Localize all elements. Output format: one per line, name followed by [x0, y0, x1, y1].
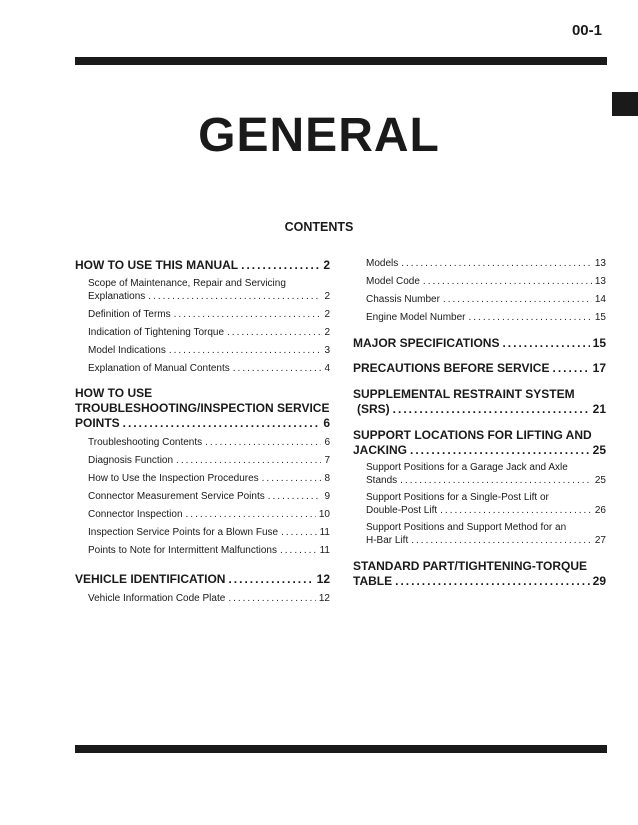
toc-section-label-line2: TROUBLESHOOTING/INSPECTION SERVICE [75, 401, 330, 415]
toc-section-precautions[interactable] [353, 361, 606, 376]
toc-section-label-line1: HOW TO USE [75, 386, 153, 400]
toc-item-h-bar-lift[interactable] [353, 521, 606, 547]
toc-item-label: Points to Note for Intermittent Malfunctions [88, 545, 277, 556]
toc-item-label: Troubleshooting Contents [88, 437, 203, 448]
toc-section-label-line1: SUPPORT LOCATIONS FOR LIFTING AND [353, 428, 592, 442]
toc-page: 25 [592, 443, 606, 457]
toc-item-engine-model-number[interactable] [353, 311, 606, 324]
toc-page: 21 [592, 402, 606, 416]
toc-page: 13 [594, 258, 606, 269]
toc-page: 13 [594, 276, 606, 287]
toc-page: 10 [318, 509, 330, 520]
dot-leader [227, 326, 321, 339]
toc-page: 6 [323, 416, 330, 430]
page-number: 00-1 [571, 22, 602, 39]
dot-leader [443, 293, 592, 306]
toc-item-label-line1: Support Positions for a Single-Post Lift or [366, 492, 549, 503]
toc-section-label: VEHICLE IDENTIFICATION [75, 572, 226, 586]
toc-page: 11 [319, 545, 330, 556]
page-title: GENERAL [198, 109, 440, 162]
toc-item-intermittent-malfunctions[interactable] [75, 544, 330, 557]
toc-page: 2 [324, 327, 330, 338]
toc-page: 15 [594, 312, 606, 323]
toc-item-vehicle-info-code-plate[interactable] [75, 592, 330, 605]
toc-item-label: Indication of Tightening Torque [88, 327, 225, 338]
toc-item-model-indications[interactable] [75, 344, 330, 357]
toc-page: 3 [324, 345, 330, 356]
toc-section-vehicle-identification[interactable] [75, 572, 330, 587]
toc-item-model-code[interactable] [353, 275, 606, 288]
toc-page: 9 [324, 491, 330, 502]
toc-item-troubleshooting-contents[interactable] [75, 436, 330, 449]
dot-leader [123, 416, 321, 431]
toc-item-label-line2: Stands [366, 475, 398, 486]
toc-item-connector-measurement[interactable] [75, 490, 330, 503]
dot-leader [395, 574, 590, 589]
toc-item-diagnosis-function[interactable] [75, 454, 330, 467]
toc-page: 15 [592, 336, 606, 350]
toc-page: 2 [324, 309, 330, 320]
dot-leader [552, 361, 589, 376]
toc-page: 27 [594, 535, 606, 546]
dot-leader [440, 504, 592, 517]
dot-leader [469, 311, 592, 324]
dot-leader [205, 436, 321, 449]
toc-section-label-line1: SUPPLEMENTAL RESTRAINT SYSTEM [353, 387, 575, 401]
toc-page: 14 [594, 294, 606, 305]
toc-page: 12 [316, 572, 330, 586]
dot-leader [228, 592, 316, 605]
header-rule [75, 57, 607, 65]
toc-item-label-line2: H-Bar Lift [366, 535, 409, 546]
toc-page: 12 [318, 593, 330, 604]
toc-item-tightening-torque[interactable] [75, 326, 330, 339]
dot-leader [241, 258, 320, 273]
toc-item-inspection-procedures[interactable] [75, 472, 330, 485]
toc-item-label: Definition of Terms [88, 309, 171, 320]
toc-page: 25 [594, 475, 606, 486]
contents-heading: CONTENTS [284, 220, 354, 234]
dot-leader [228, 572, 313, 587]
toc-page: 11 [319, 527, 330, 538]
toc-section-lifting-jacking[interactable] [353, 428, 606, 458]
toc-item-label-line1: Support Positions for a Garage Jack and Axle [366, 462, 568, 473]
toc-page: 17 [592, 361, 606, 375]
dot-leader [268, 490, 322, 503]
toc-item-label: Connector Measurement Service Points [88, 491, 265, 502]
toc-item-label: Models [366, 258, 399, 269]
toc-page: 8 [324, 473, 330, 484]
toc-section-label-line2: (SRS) [357, 402, 390, 416]
toc-item-label: How to Use the Inspection Procedures [88, 473, 259, 484]
toc-section-label-line2: JACKING [353, 443, 408, 457]
dot-leader [186, 508, 316, 521]
toc-section-torque-table[interactable] [353, 559, 606, 589]
toc-item-single-post-lift[interactable] [353, 491, 606, 517]
toc-page: 2 [324, 291, 330, 302]
dot-leader [393, 402, 590, 417]
dot-leader [502, 336, 589, 351]
toc-item-blown-fuse[interactable] [75, 526, 330, 539]
toc-item-label-line2: Double-Post Lift [366, 505, 438, 516]
toc-item-definition-of-terms[interactable] [75, 308, 330, 321]
toc-item-label: Model Code [366, 276, 420, 287]
toc-section-label-line1: STANDARD PART/TIGHTENING-TORQUE [353, 559, 587, 573]
toc-item-label: Inspection Service Points for a Blown Fuse [88, 527, 279, 538]
toc-page: 29 [592, 574, 606, 588]
dot-leader [411, 534, 592, 547]
toc-item-label: Connector Inspection [88, 509, 183, 520]
toc-section-label-line3: POINTS [75, 416, 120, 430]
toc-item-label-line1: Scope of Maintenance, Repair and Servicing [88, 278, 286, 289]
toc-page: 4 [324, 363, 330, 374]
toc-item-label: Explanation of Manual Contents [88, 363, 230, 374]
dot-leader [148, 290, 321, 303]
toc-section-label: MAJOR SPECIFICATIONS [353, 336, 500, 350]
dot-leader [423, 275, 592, 288]
dot-leader [401, 257, 592, 270]
toc-section-label-line2: TABLE [353, 574, 393, 588]
toc-item-label: Vehicle Information Code Plate [88, 593, 226, 604]
toc-section-srs[interactable] [353, 387, 606, 417]
toc-section-how-to-use[interactable] [75, 258, 330, 273]
contents-left-column [75, 254, 330, 605]
dot-leader [176, 454, 321, 467]
dot-leader [410, 443, 590, 458]
toc-item-scope[interactable] [75, 277, 330, 303]
dot-leader [280, 544, 317, 557]
dot-leader [262, 472, 322, 485]
dot-leader [400, 474, 592, 487]
toc-item-label: Diagnosis Function [88, 455, 174, 466]
toc-item-connector-inspection[interactable] [75, 508, 330, 521]
toc-page: 26 [594, 505, 606, 516]
toc-section-label: PRECAUTIONS BEFORE SERVICE [353, 361, 550, 375]
contents-right-column [353, 254, 606, 589]
toc-page: 7 [324, 455, 330, 466]
toc-item-chassis-number[interactable] [353, 293, 606, 306]
dot-leader [169, 344, 322, 357]
toc-section-troubleshooting[interactable] [75, 386, 330, 431]
footer-rule [75, 745, 607, 753]
dot-leader [233, 362, 322, 375]
toc-item-garage-jack[interactable] [353, 461, 606, 487]
toc-section-major-specifications[interactable] [353, 336, 606, 351]
toc-item-label-line1: Support Positions and Support Method for an [366, 522, 567, 533]
dot-leader [174, 308, 322, 321]
toc-item-manual-contents[interactable] [75, 362, 330, 375]
toc-page: 2 [323, 258, 330, 272]
toc-page: 6 [324, 437, 330, 448]
toc-item-label: Model Indications [88, 345, 166, 356]
toc-item-label-line2: Explanations [88, 291, 146, 302]
toc-item-label: Engine Model Number [366, 312, 466, 323]
toc-section-label: HOW TO USE THIS MANUAL [75, 258, 239, 272]
dot-leader [281, 526, 317, 539]
toc-item-models[interactable] [353, 257, 606, 270]
toc-item-label: Chassis Number [366, 294, 440, 305]
